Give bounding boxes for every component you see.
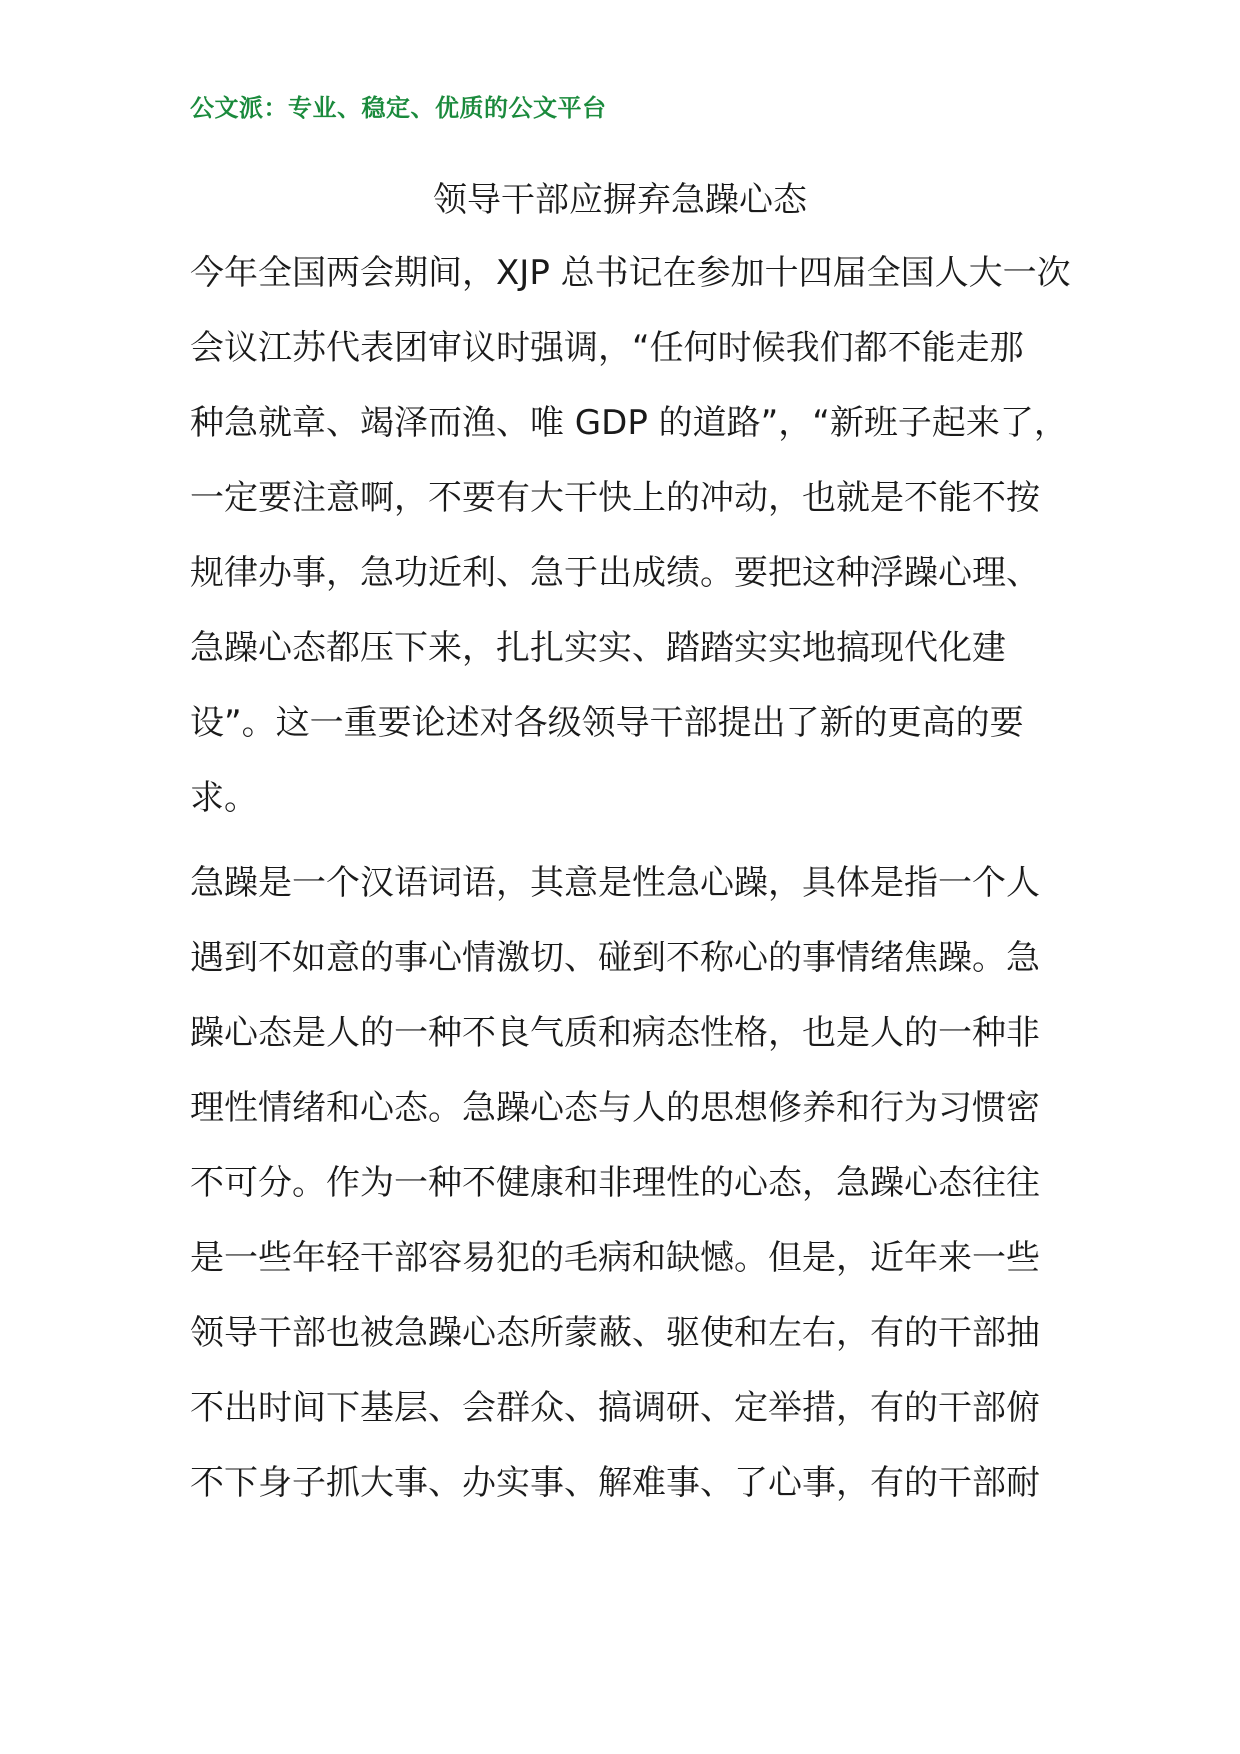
text-line: 今年全国两会期间，XJP 总书记在参加十四届全国人大一次 bbox=[190, 253, 1071, 293]
text-line: 一定要注意啊，不要有大干快上的冲动，也就是不能不按 bbox=[190, 478, 1040, 518]
paragraph-2 bbox=[190, 846, 1070, 1521]
text-line: 设”。这一重要论述对各级领导干部提出了新的更高的要 bbox=[190, 703, 1024, 743]
document-body bbox=[190, 236, 1070, 1521]
text-line: 不出时间下基层、会群众、搞调研、定举措，有的干部俯 bbox=[190, 1388, 1040, 1428]
text-line: 理性情绪和心态。急躁心态与人的思想修养和行为习惯密 bbox=[190, 1088, 1040, 1128]
text-line: 规律办事，急功近利、急于出成绩。要把这种浮躁心理、 bbox=[190, 553, 1040, 593]
text-line: 急躁心态都压下来，扎扎实实、踏踏实实地搞现代化建 bbox=[190, 628, 1006, 668]
text-line: 种急就章、竭泽而渔、唯 GDP 的道路”，“新班子起来了， bbox=[190, 403, 1068, 443]
text-line: 会议江苏代表团审议时强调，“任何时候我们都不能走那 bbox=[190, 328, 1024, 368]
document-title: 领导干部应摒弃急躁心态 bbox=[433, 180, 807, 220]
text-line: 急躁是一个汉语词语，其意是性急心躁，具体是指一个人 bbox=[190, 863, 1040, 903]
text-line: 求。 bbox=[190, 778, 258, 818]
text-line: 不可分。作为一种不健康和非理性的心态，急躁心态往往 bbox=[190, 1163, 1040, 1203]
text-line: 是一些年轻干部容易犯的毛病和缺憾。但是，近年来一些 bbox=[190, 1238, 1040, 1278]
text-line: 不下身子抓大事、办实事、解难事、了心事，有的干部耐 bbox=[190, 1463, 1040, 1503]
paragraph-1 bbox=[190, 236, 1070, 836]
text-line: 遇到不如意的事心情激切、碰到不称心的事情绪焦躁。急 bbox=[190, 938, 1040, 978]
text-line: 躁心态是人的一种不良气质和病态性格，也是人的一种非 bbox=[190, 1013, 1040, 1053]
text-line: 领导干部也被急躁心态所蒙蔽、驱使和左右，有的干部抽 bbox=[190, 1313, 1040, 1353]
header-brand: 公文派：专业、稳定、优质的公文平台 bbox=[190, 94, 607, 122]
